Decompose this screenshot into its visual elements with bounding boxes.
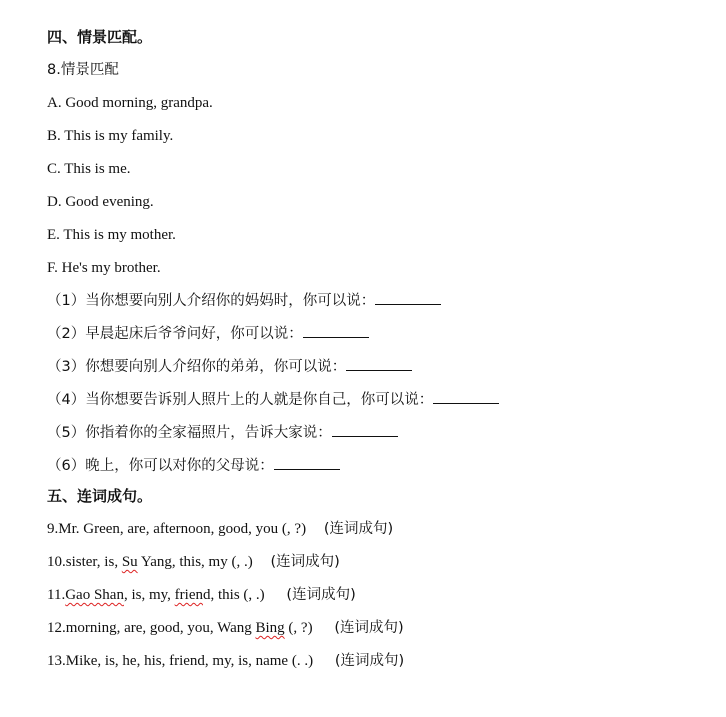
question-9-words: 9.Mr. Green, are, afternoon, good, you (, ?): [47, 521, 307, 537]
prompt-2: [47, 323, 369, 344]
prompt-3: [47, 356, 412, 377]
question-10-pre: 10.sister, is,: [47, 554, 122, 570]
prompt-1: [47, 290, 441, 311]
option-c: C. This is me.: [47, 161, 131, 177]
answer-blank-5[interactable]: [332, 422, 398, 437]
prompt-4-text: （4）当你想要告诉别人照片上的人就是你自己，你可以说：: [47, 392, 434, 408]
question-11-instruction: (连词成句): [286, 587, 356, 603]
question-8-title: 8.情景匹配: [47, 62, 119, 78]
question-12-instruction: (连词成句): [334, 620, 404, 636]
question-11: [47, 585, 356, 605]
prompt-5-text: （5）你指着你的全家福照片，告诉大家说：: [47, 425, 332, 441]
answer-blank-3[interactable]: [346, 356, 412, 371]
question-12-post: (, ?): [284, 620, 313, 636]
question-10-instruction: (连词成句): [270, 554, 340, 570]
option-a: A. Good morning, grandpa.: [47, 95, 213, 111]
question-10-post: Yang, this, my (, .): [137, 554, 253, 570]
question-11-pre: 11.: [47, 587, 66, 603]
question-13: [47, 651, 404, 671]
section-4-heading: 四、情景匹配。: [47, 28, 153, 46]
prompt-6: [47, 455, 340, 476]
option-d: D. Good evening.: [47, 194, 154, 210]
question-9-instruction: (连词成句): [323, 521, 394, 537]
question-12-spellcheck-word: Bing: [255, 620, 285, 636]
prompt-4: [47, 389, 499, 410]
prompt-5: [47, 422, 398, 443]
question-11-post: d, this (, .): [202, 587, 265, 603]
question-10-spellcheck-word: Su: [121, 554, 138, 570]
option-f: F. He's my brother.: [47, 260, 161, 276]
answer-blank-1[interactable]: [375, 290, 441, 305]
prompt-6-text: （6）晚上，你可以对你的父母说：: [47, 458, 274, 474]
question-11-spellcheck-word: frien: [174, 587, 203, 603]
answer-blank-6[interactable]: [274, 455, 340, 470]
prompt-2-text: （2）早晨起床后爷爷问好，你可以说：: [47, 326, 303, 342]
question-12: [47, 618, 404, 638]
prompt-3-text: （3）你想要向别人介绍你的弟弟，你可以说：: [47, 359, 347, 375]
option-b: B. This is my family.: [47, 128, 174, 144]
option-e: E. This is my mother.: [47, 227, 176, 243]
answer-blank-4[interactable]: [433, 389, 499, 404]
question-11-mid: , is, my,: [123, 587, 175, 603]
question-9: [47, 519, 393, 539]
question-13-words: 13.Mike, is, he, his, friend, my, is, name (. .): [47, 653, 314, 669]
section-5-heading: 五、连词成句。: [47, 487, 153, 505]
question-11-spellcheck-name: Gao Shan: [65, 587, 124, 603]
question-13-instruction: (连词成句): [334, 653, 405, 669]
question-10: [47, 552, 340, 572]
question-12-pre: 12.morning, are, good, you, Wang: [47, 620, 256, 636]
prompt-1-text: （1）当你想要向别人介绍你的妈妈时，你可以说：: [47, 293, 376, 309]
answer-blank-2[interactable]: [303, 323, 369, 338]
